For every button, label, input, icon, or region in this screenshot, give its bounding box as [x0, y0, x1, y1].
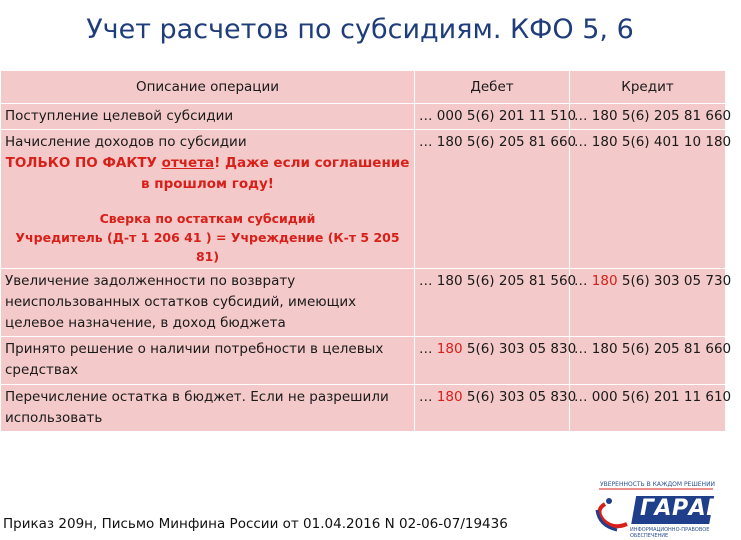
highlight-code: 180 [436, 341, 463, 357]
row-description: Увеличение задолженности по возврату неиспользованных остатков субсидий, имеющих целевое назначение, в доход бюджета [1, 269, 415, 337]
slide-title: Учет расчетов по субсидиям. КФО 5, 6 [86, 14, 634, 45]
row-credit: … 000 5(6) 201 11 610 [570, 385, 726, 432]
row-description: Поступление целевой субсидии [1, 104, 415, 130]
highlight-code: 180 [436, 389, 463, 405]
table-row [1, 385, 726, 432]
warning-part-c: ! Даже если соглашение в прошлом году! [141, 155, 410, 192]
reconciliation-note-title: Сверка по остаткам субсидий [99, 211, 316, 226]
row-debit: … 180 5(6) 205 81 660 [415, 130, 570, 269]
operations-table [0, 70, 732, 432]
source-footnote: Приказ 209н, Письмо Минфина России от 01.04.2016 N 02-06-07/19436 [3, 516, 508, 532]
table-row [1, 130, 726, 269]
logo-subtitle: ИНФОРМАЦИОННО-ПРАВОВОЕ ОБЕСПЕЧЕНИЕ [630, 527, 710, 539]
logo-slogan: УВЕРЕННОСТЬ В КАЖДОМ РЕШЕНИИ [600, 481, 716, 488]
warning-part-b: отчета [161, 155, 215, 171]
table-header-row [1, 71, 726, 104]
row-credit: … 180 5(6) 401 10 180 [570, 130, 726, 269]
header-description: Описание операции [1, 71, 415, 104]
table-row [1, 269, 726, 337]
logo-name: ГАРАНТ [640, 496, 741, 521]
header-credit: Кредит [570, 71, 726, 104]
row-credit: … 180 5(6) 205 81 660 [570, 337, 726, 385]
warning-text [5, 153, 410, 195]
row-description: Перечисление остатка в бюджет. Если не разрешили использовать [1, 385, 415, 432]
highlight-code: 180 [591, 273, 618, 289]
row-debit: … 000 5(6) 201 11 510 [415, 104, 570, 130]
header-debit: Дебет [415, 71, 570, 104]
row-description-cell [1, 130, 415, 269]
row-debit: … 180 5(6) 303 05 830 [415, 337, 570, 385]
table-row [1, 337, 726, 385]
row-description: Принято решение о наличии потребности в целевых средствах [1, 337, 415, 385]
row-debit: … 180 5(6) 205 81 560 [415, 269, 570, 337]
row-debit: … 180 5(6) 303 05 830 [415, 385, 570, 432]
reconciliation-note-detail: Учредитель (Д-т 1 206 41 ) = Учреждение (К-т 5 205 81) [15, 230, 400, 264]
table-row [1, 104, 726, 130]
row-description: Начисление доходов по субсидии [5, 134, 247, 150]
row-credit: … 180 5(6) 303 05 730 [570, 269, 726, 337]
row-credit: … 180 5(6) 205 81 660 [570, 104, 726, 130]
warning-part-a: ТОЛЬКО ПО ФАКТУ [5, 155, 162, 171]
